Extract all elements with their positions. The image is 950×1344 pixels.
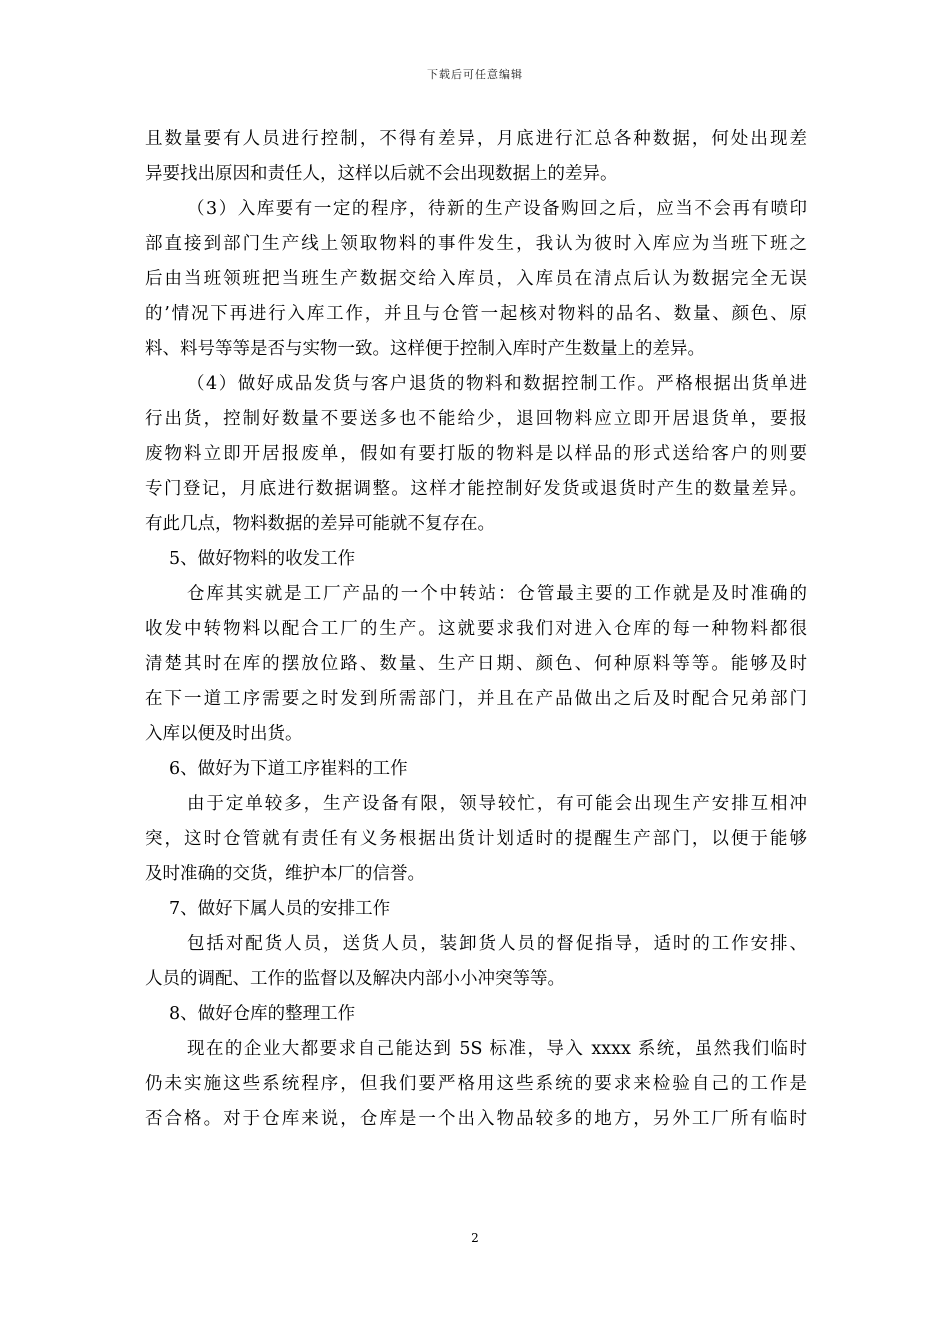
- text-line: 仍未实施这些系统程序，但我们要严格用这些系统的要求来检验自己的工作是: [145, 1074, 807, 1094]
- text-line: 仓库其实就是工厂产品的一个中转站：仓管最主要的工作就是及时准确的: [187, 584, 807, 604]
- text-line: 否合格。对于仓库来说，仓库是一个出入物品较多的地方，另外工厂所有临时: [145, 1109, 807, 1129]
- text-line: 清楚其时在库的摆放位路、数量、生产日期、颜色、何种原料等等。能够及时: [145, 654, 807, 674]
- text-line: 且数量要有人员进行控制，不得有差异，月底进行汇总各种数据，何处出现差: [145, 129, 807, 149]
- text-line: 突，这时仓管就有责任有义务根据出货计划适时的提醒生产部门，以便于能够: [145, 829, 807, 849]
- text-line: 后由当班领班把当班生产数据交给入库员，入库员在清点后认为数据完全无误: [145, 269, 807, 289]
- section-heading-line: 8、做好仓库的整理工作: [169, 1004, 356, 1024]
- text-line: 的’情况下再进行入库工作，并且与仓管一起核对物料的品名、数量、颜色、原: [145, 304, 807, 324]
- text-line: （4）做好成品发货与客户退货的物料和数据控制工作。严格根据出货单进: [187, 374, 807, 394]
- text-line: 及时准确的交货，维护本厂的信誉。: [145, 864, 425, 884]
- section-heading-line: 7、做好下属人员的安排工作: [169, 899, 391, 919]
- text-line: 现在的企业大都要求自己能达到 5S 标准，导入 xxxx 系统，虽然我们临时: [187, 1039, 807, 1059]
- text-line: 有此几点，物料数据的差异可能就不复存在。: [145, 514, 495, 534]
- text-line: 部直接到部门生产线上领取物料的事件发生，我认为彼时入库应为当班下班之: [145, 234, 807, 254]
- body-text: [145, 122, 807, 1137]
- text-line: 行出货，控制好数量不要送多也不能给少，退回物料应立即开居退货单，要报: [145, 409, 807, 429]
- section-heading-line: 6、做好为下道工序崔料的工作: [169, 759, 408, 779]
- text-line: 包括对配货人员，送货人员，装卸货人员的督促指导，适时的工作安排、: [187, 934, 807, 954]
- text-line: 人员的调配、工作的监督以及解决内部小小冲突等等。: [145, 969, 565, 989]
- text-line: 在下一道工序需要之时发到所需部门，并且在产品做出之后及时配合兄弟部门: [145, 689, 807, 709]
- page-number: 2: [471, 1231, 479, 1245]
- text-line: 废物料立即开居报废单，假如有要打版的物料是以样品的形式送给客户的则要: [145, 444, 807, 464]
- text-line: 收发中转物料以配合工厂的生产。这就要求我们对进入仓库的每一种物料都很: [145, 619, 807, 639]
- text-line: 异要找出原因和责任人，这样以后就不会出现数据上的差异。: [145, 164, 618, 184]
- text-line: 入库以便及时出货。: [145, 724, 303, 744]
- text-line: 专门登记，月底进行数据调整。这样才能控制好发货或退货时产生的数量差异。: [145, 479, 807, 499]
- page-header: 下载后可任意编辑: [427, 68, 523, 81]
- text-line: 由于定单较多，生产设备有限，领导较忙，有可能会出现生产安排互相冲: [187, 794, 807, 814]
- text-line: （3）入库要有一定的程序，待新的生产设备购回之后，应当不会再有喷印: [187, 199, 807, 219]
- section-heading-line: 5、做好物料的收发工作: [169, 549, 356, 569]
- text-line: 料、料号等等是否与实物一致。这样便于控制入库时产生数量上的差异。: [145, 339, 705, 359]
